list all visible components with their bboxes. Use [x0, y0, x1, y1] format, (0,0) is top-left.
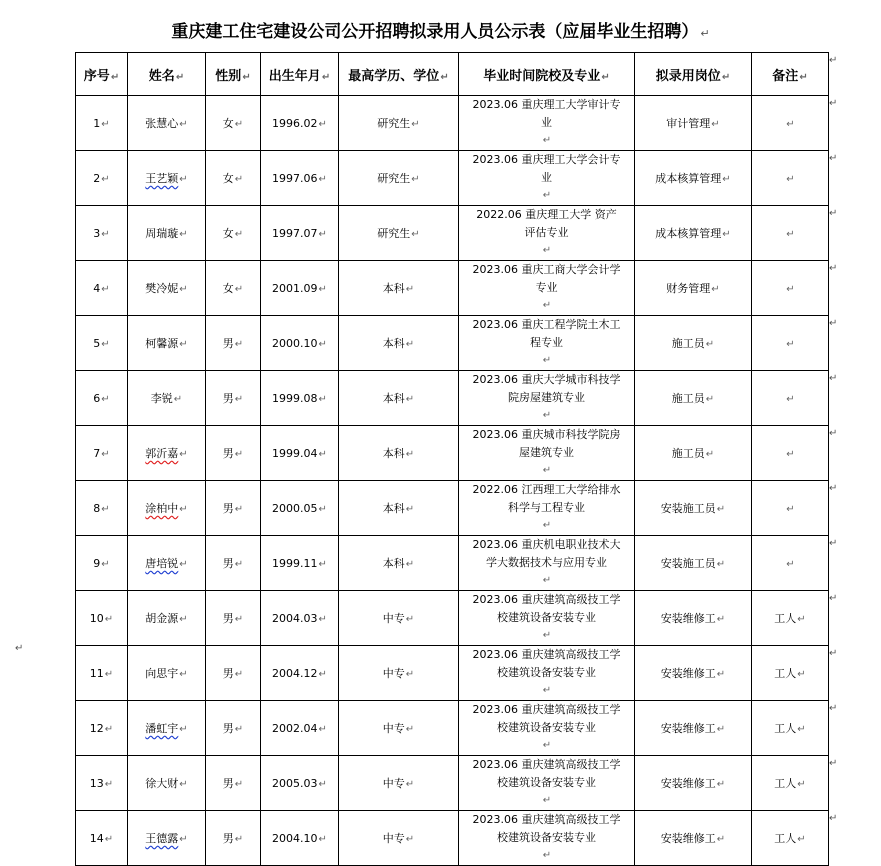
header-gender: 性别↵: [206, 53, 261, 96]
header-no: 序号↵: [76, 53, 128, 96]
cell-note: ↵: [752, 151, 829, 206]
cell-birth: 2001.09↵: [261, 261, 339, 316]
cell-post: 安装维修工↵: [635, 756, 752, 811]
table-row: [76, 811, 829, 866]
cell-note: ↵: [752, 316, 829, 371]
cell-birth: 2005.03↵: [261, 756, 339, 811]
paragraph-mark-icon: ↵: [829, 537, 838, 549]
cell-degree: 中专↵: [339, 646, 459, 701]
cell-gender: 男↵: [206, 811, 261, 866]
cell-no: 4↵: [76, 261, 128, 316]
paragraph-mark-icon: ↵: [829, 262, 838, 274]
paragraph-mark-icon: ↵: [829, 97, 838, 109]
cell-name: 唐培锐↵: [128, 536, 206, 591]
cell-degree: 本科↵: [339, 426, 459, 481]
paragraph-mark-icon: ↵: [829, 317, 838, 329]
cell-birth: 1999.04↵: [261, 426, 339, 481]
cell-school: 2023.06 重庆理工大学会计专 业 ↵: [459, 151, 635, 206]
cell-name: 徐大财↵: [128, 756, 206, 811]
cell-degree: 本科↵: [339, 261, 459, 316]
cell-no: 3↵: [76, 206, 128, 261]
paragraph-mark-icon: ↵: [829, 152, 838, 164]
cell-degree: 本科↵: [339, 371, 459, 426]
header-name: 姓名↵: [128, 53, 206, 96]
cell-no: 12↵: [76, 701, 128, 756]
cell-post: 成本核算管理↵: [635, 151, 752, 206]
cell-note: 工人↵: [752, 701, 829, 756]
table-row: [76, 151, 829, 206]
cell-post: 施工员↵: [635, 316, 752, 371]
cell-post: 安装维修工↵: [635, 811, 752, 866]
cell-birth: 2000.05↵: [261, 481, 339, 536]
table-row: [76, 591, 829, 646]
table-row: [76, 701, 829, 756]
cell-school: 2023.06 重庆建筑高级技工学 校建筑设备安装专业 ↵: [459, 756, 635, 811]
cell-name: 柯馨源↵: [128, 316, 206, 371]
cell-gender: 男↵: [206, 646, 261, 701]
cell-post: 成本核算管理↵: [635, 206, 752, 261]
cell-no: 7↵: [76, 426, 128, 481]
paragraph-mark-icon: ↵: [829, 482, 838, 494]
paragraph-mark-icon: ↵: [829, 372, 838, 384]
cell-no: 1↵: [76, 96, 128, 151]
table-row: [76, 371, 829, 426]
cell-post: 安装维修工↵: [635, 701, 752, 756]
header-note: 备注↵: [752, 53, 829, 96]
table-row: [76, 756, 829, 811]
cell-birth: 2000.10↵: [261, 316, 339, 371]
table-row: [76, 96, 829, 151]
paragraph-mark-icon: ↵: [700, 27, 710, 40]
cell-no: 9↵: [76, 536, 128, 591]
cell-name: 郭沂嘉↵: [128, 426, 206, 481]
table-row: [76, 646, 829, 701]
cell-birth: 1997.07↵: [261, 206, 339, 261]
cell-post: 施工员↵: [635, 426, 752, 481]
paragraph-mark-icon: ↵: [829, 647, 838, 659]
cell-no: 2↵: [76, 151, 128, 206]
cell-school: 2023.06 重庆建筑高级技工学 校建筑设备安装专业 ↵: [459, 646, 635, 701]
cell-school: 2023.06 重庆大学城市科技学 院房屋建筑专业 ↵: [459, 371, 635, 426]
cell-birth: 1997.06↵: [261, 151, 339, 206]
cell-school: 2023.06 重庆建筑高级技工学 校建筑设备安装专业 ↵: [459, 811, 635, 866]
table-row: [76, 426, 829, 481]
recruitment-table: [75, 52, 829, 866]
cell-school: 2023.06 重庆工程学院土木工 程专业 ↵: [459, 316, 635, 371]
cell-school: 2023.06 重庆工商大学会计学 专业 ↵: [459, 261, 635, 316]
title-text: 重庆建工住宅建设公司公开招聘拟录用人员公示表（应届毕业生招聘）: [171, 22, 699, 42]
table-row: [76, 536, 829, 591]
paragraph-mark-icon: ↵: [829, 54, 838, 66]
cell-gender: 男↵: [206, 591, 261, 646]
paragraph-mark-icon: ↵: [829, 427, 838, 439]
cell-note: ↵: [752, 371, 829, 426]
cell-post: 安装维修工↵: [635, 591, 752, 646]
cell-degree: 研究生↵: [339, 151, 459, 206]
cell-gender: 男↵: [206, 426, 261, 481]
cell-degree: 研究生↵: [339, 206, 459, 261]
cell-birth: 2004.10↵: [261, 811, 339, 866]
cell-note: ↵: [752, 426, 829, 481]
cell-degree: 中专↵: [339, 756, 459, 811]
cell-gender: 女↵: [206, 261, 261, 316]
cell-note: ↵: [752, 536, 829, 591]
cell-school: 2023.06 重庆建筑高级技工学 校建筑设备安装专业 ↵: [459, 701, 635, 756]
cell-birth: 2002.04↵: [261, 701, 339, 756]
cell-gender: 男↵: [206, 371, 261, 426]
cell-note: ↵: [752, 96, 829, 151]
cell-note: 工人↵: [752, 591, 829, 646]
cell-post: 安装施工员↵: [635, 536, 752, 591]
cell-gender: 女↵: [206, 151, 261, 206]
cell-note: 工人↵: [752, 756, 829, 811]
header-birth: 出生年月↵: [261, 53, 339, 96]
table-header-row: [76, 53, 829, 96]
cell-school: 2022.06 江西理工大学给排水 科学与工程专业 ↵: [459, 481, 635, 536]
cell-note: ↵: [752, 261, 829, 316]
cell-note: ↵: [752, 206, 829, 261]
paragraph-mark-icon: ↵: [829, 812, 838, 824]
cell-school: 2023.06 重庆建筑高级技工学 校建筑设备安装专业 ↵: [459, 591, 635, 646]
cell-no: 8↵: [76, 481, 128, 536]
table-row: [76, 206, 829, 261]
cell-note: 工人↵: [752, 646, 829, 701]
cell-gender: 男↵: [206, 481, 261, 536]
cell-school: 2022.06 重庆理工大学 资产 评估专业 ↵: [459, 206, 635, 261]
cell-birth: 2004.12↵: [261, 646, 339, 701]
cell-birth: 1996.02↵: [261, 96, 339, 151]
header-school: 毕业时间院校及专业↵: [459, 53, 635, 96]
cell-degree: 研究生↵: [339, 96, 459, 151]
cell-gender: 女↵: [206, 206, 261, 261]
cell-degree: 本科↵: [339, 536, 459, 591]
cell-no: 13↵: [76, 756, 128, 811]
cell-name: 周瑞璇↵: [128, 206, 206, 261]
table-row: [76, 261, 829, 316]
cell-name: 胡金源↵: [128, 591, 206, 646]
cell-post: 施工员↵: [635, 371, 752, 426]
cell-post: 安装施工员↵: [635, 481, 752, 536]
cell-degree: 本科↵: [339, 316, 459, 371]
paragraph-mark-icon: ↵: [829, 702, 838, 714]
cell-degree: 本科↵: [339, 481, 459, 536]
cell-school: 2023.06 重庆城市科技学院房 屋建筑专业 ↵: [459, 426, 635, 481]
header-degree: 最高学历、学位↵: [339, 53, 459, 96]
cell-name: 涂柏中↵: [128, 481, 206, 536]
cell-post: 审计管理↵: [635, 96, 752, 151]
cell-gender: 男↵: [206, 316, 261, 371]
cell-gender: 男↵: [206, 701, 261, 756]
cell-name: 王艺颖↵: [128, 151, 206, 206]
cell-birth: 2004.03↵: [261, 591, 339, 646]
cell-name: 潘虹宇↵: [128, 701, 206, 756]
cell-post: 安装维修工↵: [635, 646, 752, 701]
table-row: [76, 481, 829, 536]
header-post: 拟录用岗位↵: [635, 53, 752, 96]
cell-gender: 男↵: [206, 756, 261, 811]
cell-degree: 中专↵: [339, 811, 459, 866]
cell-name: 王德露↵: [128, 811, 206, 866]
cell-degree: 中专↵: [339, 701, 459, 756]
page-title: [0, 17, 881, 42]
cell-school: 2023.06 重庆理工大学审计专 业 ↵: [459, 96, 635, 151]
cell-no: 11↵: [76, 646, 128, 701]
cell-gender: 男↵: [206, 536, 261, 591]
cell-birth: 1999.11↵: [261, 536, 339, 591]
cell-note: ↵: [752, 481, 829, 536]
cell-no: 5↵: [76, 316, 128, 371]
cell-no: 6↵: [76, 371, 128, 426]
paragraph-mark-icon: ↵: [829, 207, 838, 219]
paragraph-mark-icon: ↵: [829, 757, 838, 769]
cell-degree: 中专↵: [339, 591, 459, 646]
cell-gender: 女↵: [206, 96, 261, 151]
cell-post: 财务管理↵: [635, 261, 752, 316]
cell-name: 向思宇↵: [128, 646, 206, 701]
cell-no: 14↵: [76, 811, 128, 866]
cell-name: 张慧心↵: [128, 96, 206, 151]
paragraph-mark-icon: ↵: [829, 592, 838, 604]
cell-birth: 1999.08↵: [261, 371, 339, 426]
cell-name: 李锐↵: [128, 371, 206, 426]
cell-no: 10↵: [76, 591, 128, 646]
paragraph-mark-icon: ↵: [15, 643, 24, 654]
cell-school: 2023.06 重庆机电职业技术大 学大数据技术与应用专业 ↵: [459, 536, 635, 591]
table-row: [76, 316, 829, 371]
cell-note: 工人↵: [752, 811, 829, 866]
cell-name: 樊冷妮↵: [128, 261, 206, 316]
